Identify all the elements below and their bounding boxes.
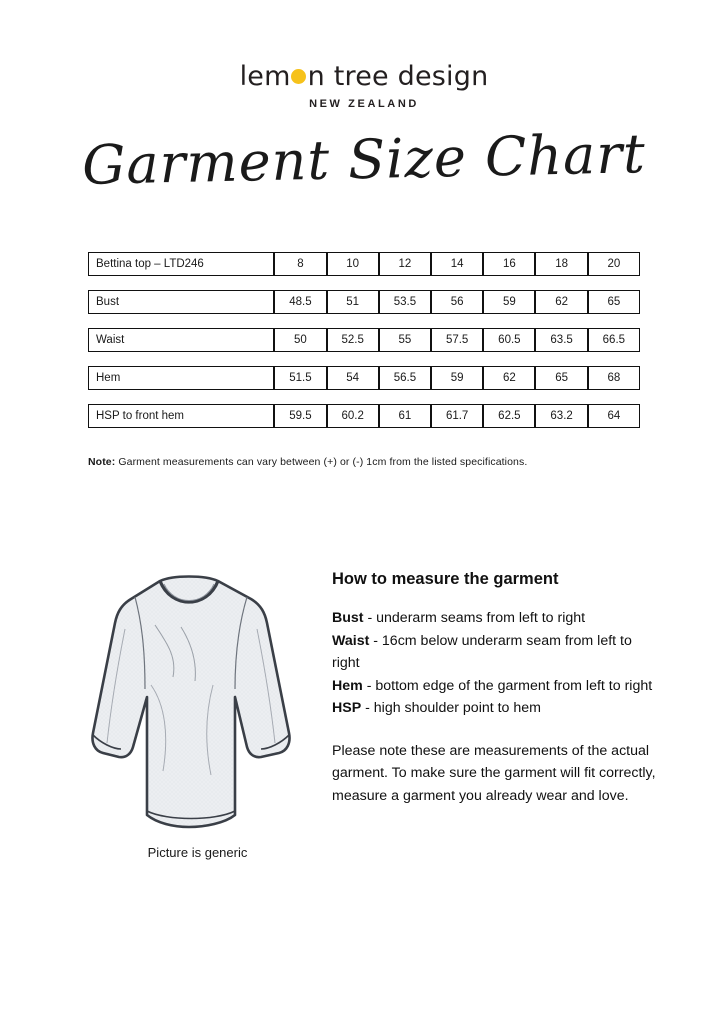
size-header-8: 8 xyxy=(274,252,326,276)
brand-subtitle: NEW ZEALAND xyxy=(309,97,419,110)
hem-16: 62 xyxy=(483,366,535,390)
measure-desc-waist: - 16cm below underarm seam from left to right xyxy=(332,632,632,671)
measure-item-bust xyxy=(332,607,662,630)
bust-18: 62 xyxy=(535,290,587,314)
size-header-16: 16 xyxy=(483,252,535,276)
bust-14: 56 xyxy=(431,290,483,314)
measure-desc-hem: - bottom edge of the garment from left to right xyxy=(362,677,653,694)
waist-18: 63.5 xyxy=(535,328,587,352)
measurement-note xyxy=(88,456,648,468)
measure-item-hem xyxy=(332,675,662,698)
measure-desc-bust: - underarm seams from left to right xyxy=(363,610,586,626)
size-header-18: 18 xyxy=(535,252,587,276)
hem-10: 54 xyxy=(327,366,379,390)
row-label-hem: Hem xyxy=(88,366,274,390)
lemon-dot-icon xyxy=(291,69,308,86)
hsp-8: 59.5 xyxy=(274,404,326,428)
table-header-row xyxy=(88,252,640,276)
hsp-18: 63.2 xyxy=(535,404,587,428)
hsp-20: 64 xyxy=(588,404,640,428)
table-row xyxy=(88,328,640,352)
hsp-14: 61.7 xyxy=(431,404,483,428)
size-header-14: 14 xyxy=(431,252,483,276)
note-prefix: Note: xyxy=(88,456,116,468)
hsp-16: 62.5 xyxy=(483,404,535,428)
brand-name-part1: lem xyxy=(239,61,291,92)
table-row xyxy=(88,404,640,428)
size-header-12: 12 xyxy=(379,252,431,276)
row-label-bust: Bust xyxy=(88,290,274,314)
note-text: Garment measurements can vary between (+) or (-) 1cm from the listed specifications. xyxy=(115,456,528,468)
hem-12: 56.5 xyxy=(379,366,431,390)
row-label-waist: Waist xyxy=(88,328,274,352)
waist-10: 52.5 xyxy=(327,328,379,352)
waist-14: 57.5 xyxy=(431,328,483,352)
bust-10: 51 xyxy=(327,290,379,314)
hem-18: 65 xyxy=(535,366,587,390)
how-to-measure-section xyxy=(332,570,662,807)
how-to-measure-heading: How to measure the garment xyxy=(332,570,559,588)
size-header-10: 10 xyxy=(327,252,379,276)
brand-header xyxy=(0,62,728,110)
brand-name xyxy=(0,62,728,92)
table-row xyxy=(88,366,640,390)
measure-term-hsp: HSP xyxy=(332,700,362,716)
hem-14: 59 xyxy=(431,366,483,390)
page-title: Garment Size Chart xyxy=(81,122,647,197)
measure-item-waist xyxy=(332,630,662,675)
brand-name-part2: n tree design xyxy=(307,61,489,92)
picture-caption: Picture is generic xyxy=(147,845,248,860)
hem-8: 51.5 xyxy=(274,366,326,390)
measure-term-waist: Waist xyxy=(332,632,370,649)
waist-16: 60.5 xyxy=(483,328,535,352)
measure-desc-hsp: - high shoulder point to hem xyxy=(361,700,541,716)
size-chart-table xyxy=(88,238,640,442)
garment-illustration xyxy=(85,565,310,865)
waist-8: 50 xyxy=(274,328,326,352)
bust-20: 65 xyxy=(588,290,640,314)
hsp-10: 60.2 xyxy=(327,404,379,428)
waist-20: 66.5 xyxy=(588,328,640,352)
row-label-hsp: HSP to front hem xyxy=(88,404,274,428)
measure-term-hem: Hem xyxy=(332,677,363,694)
size-header-20: 20 xyxy=(588,252,640,276)
bust-12: 53.5 xyxy=(379,290,431,314)
bust-8: 48.5 xyxy=(274,290,326,314)
measure-term-bust: Bust xyxy=(332,610,364,626)
hem-20: 68 xyxy=(588,366,640,390)
measure-item-hsp xyxy=(332,697,662,720)
measure-paragraph: Please note these are measurements of the actual garment. To make sure the garment will fit correctly, measure a garment you already wear and love. xyxy=(332,742,656,804)
table-row xyxy=(88,290,640,314)
bust-16: 59 xyxy=(483,290,535,314)
hsp-12: 61 xyxy=(379,404,431,428)
style-name-cell: Bettina top – LTD246 xyxy=(88,252,274,276)
waist-12: 55 xyxy=(379,328,431,352)
